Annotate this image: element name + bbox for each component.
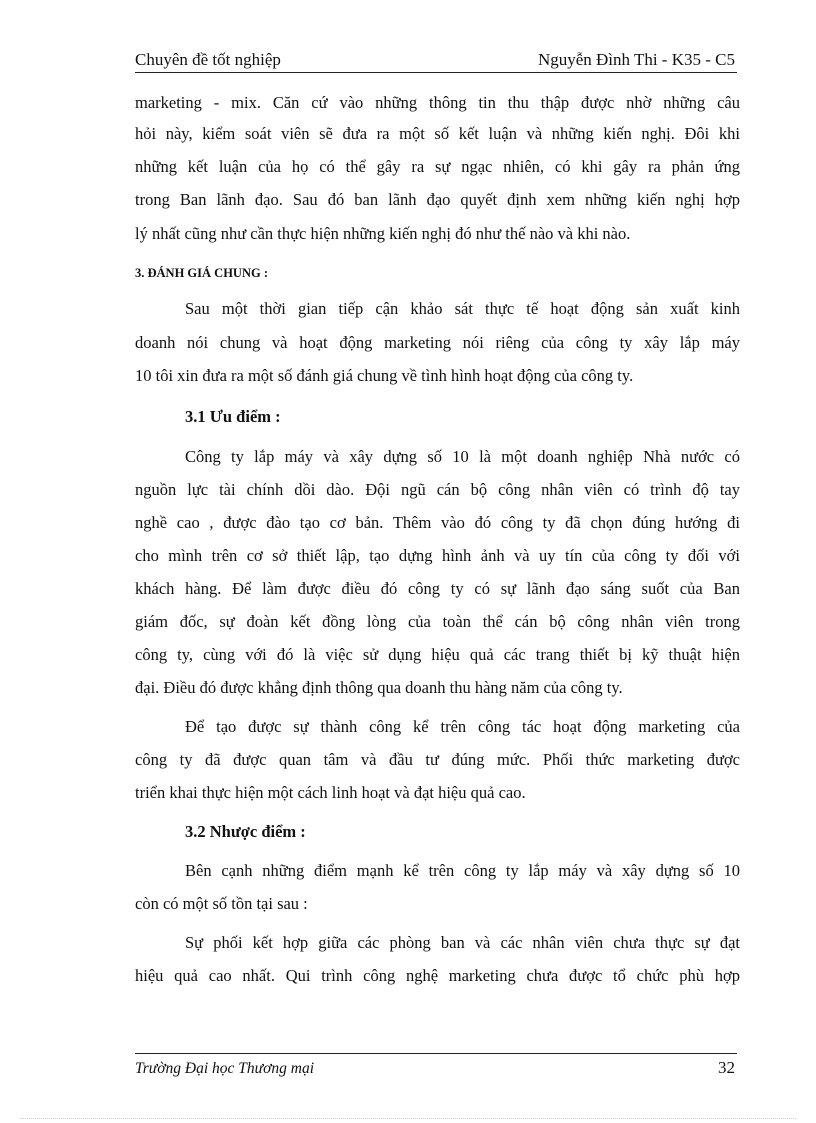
header-author: Nguyễn Đình Thi - K35 - C5 [537,50,735,69]
page-number: 32 [718,1058,735,1077]
paragraph-line: doanh nói chung và hoạt động marketing nói riêng của công ty xây lắp máy [135,333,740,352]
paragraph-line: Sự phối kết hợp giữa các phòng ban và các nhân viên chưa thực sự đạt [185,933,740,952]
paragraph-line: 10 tôi xin đưa ra một số đánh giá chung về tình hình hoạt động của công ty. [135,366,634,385]
paragraph-line: khách hàng. Để làm được điều đó công ty có sự lãnh đạo sáng suốt của Ban [135,579,740,598]
paragraph-line: Để tạo được sự thành công kể trên công tác hoạt động marketing của [185,717,740,736]
paragraph-line: công ty đã được quan tâm và đầu tư đúng mức. Phối thức marketing được [135,750,740,769]
paragraph-line: nghề cao , được đào tạo cơ bản. Thêm vào đó công ty đã chọn đúng hướng đi [135,513,740,532]
paragraph-line: triển khai thực hiện một cách linh hoạt và đạt hiệu quả cao. [135,783,526,802]
paragraph-line: còn có một số tồn tại sau : [135,894,308,913]
subsection-heading: 3.2 Nhược điểm : [185,822,306,841]
page-header [135,50,737,73]
footer-institution: Trường Đại học Thương mại [135,1060,314,1077]
page-edge-divider [20,1118,796,1119]
section-heading: 3. ĐÁNH GIÁ CHUNG : [135,266,268,280]
page-footer [135,1053,737,1078]
paragraph-line: hỏi này, kiểm soát viên sẽ đưa ra một số kết luận và những kiến nghị. Đôi khi [135,124,740,143]
paragraph-line: Công ty lắp máy và xây dựng số 10 là một doanh nghiệp Nhà nước có [185,447,740,466]
subsection-heading: 3.1 Ưu điểm : [185,407,281,426]
paragraph-line: hiệu quả cao nhất. Qui trình công nghệ marketing chưa được tổ chức phù hợp [135,966,740,985]
paragraph-line: đại. Điều đó được khẳng định thông qua doanh thu hàng năm của công ty. [135,678,623,697]
paragraph-line: lý nhất cũng như cần thực hiện những kiến nghị đó như thế nào và khi nào. [135,224,631,243]
paragraph-line: trong Ban lãnh đạo. Sau đó ban lãnh đạo quyết định xem những kiến nghị hợp [135,190,740,209]
paragraph-line: marketing - mix. Căn cứ vào những thông tin thu thập được nhờ những câu [135,93,740,112]
paragraph-line: nguồn lực tài chính dồi dào. Đội ngũ cán bộ công nhân viên có trình độ tay [135,480,740,499]
paragraph-line: những kết luận của họ có thể gây ra sự ngạc nhiên, có khi gây ra phản ứng [135,157,740,176]
paragraph-line: công ty, cùng với đó là việc sử dụng hiệu quả các trang thiết bị kỹ thuật hiện [135,645,740,664]
paragraph-line: cho mình trên cơ sở thiết lập, tạo dựng hình ảnh và uy tín của công ty đối với [135,546,740,565]
paragraph-line: giám đốc, sự đoàn kết đồng lòng của toàn thể cán bộ công nhân viên trong [135,612,740,631]
paragraph-line: Bên cạnh những điểm mạnh kể trên công ty lắp máy và xây dựng số 10 [185,861,740,880]
paragraph-line: Sau một thời gian tiếp cận khảo sát thực tế hoạt động sản xuất kinh [185,299,740,318]
header-title: Chuyên đề tốt nghiệp [135,50,281,69]
